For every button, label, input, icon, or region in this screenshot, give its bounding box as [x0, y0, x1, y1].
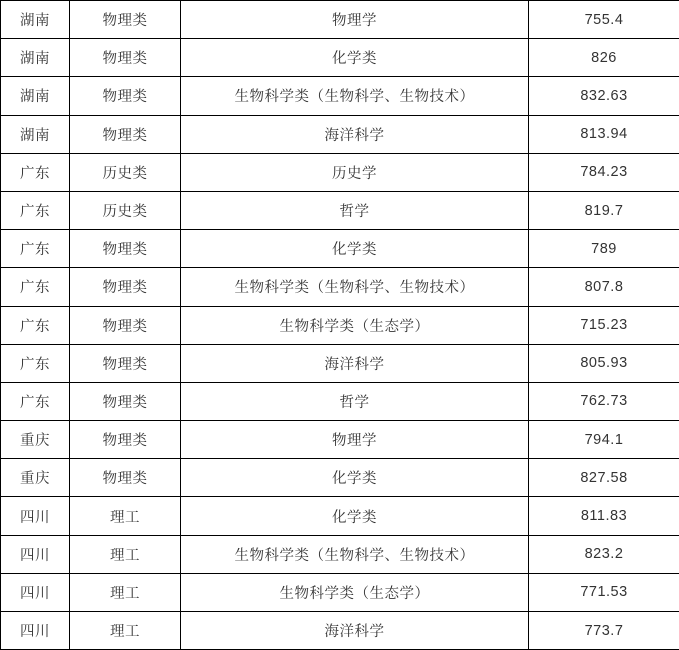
table-row [1, 459, 679, 497]
cell-category: 物理类 [70, 382, 181, 420]
cell-major: 物理学 [181, 1, 529, 39]
cell-score: 807.8 [529, 268, 679, 306]
cell-major: 哲学 [181, 382, 529, 420]
cell-province: 重庆 [1, 459, 70, 497]
cell-province: 四川 [1, 612, 70, 650]
cell-score: 762.73 [529, 382, 679, 420]
cell-major: 物理学 [181, 421, 529, 459]
cell-score: 832.63 [529, 77, 679, 115]
table-body [1, 1, 679, 650]
cell-major: 生物科学类（生物科学、生物技术） [181, 268, 529, 306]
table-row [1, 77, 679, 115]
cell-province: 湖南 [1, 39, 70, 77]
cell-category: 物理类 [70, 115, 181, 153]
cell-category: 物理类 [70, 344, 181, 382]
cell-major: 海洋科学 [181, 344, 529, 382]
cell-score: 755.4 [529, 1, 679, 39]
cell-major: 生物科学类（生态学） [181, 573, 529, 611]
cell-category: 物理类 [70, 230, 181, 268]
cell-major: 化学类 [181, 230, 529, 268]
table-row [1, 153, 679, 191]
cell-major: 化学类 [181, 497, 529, 535]
table-row [1, 306, 679, 344]
cell-category: 历史类 [70, 153, 181, 191]
cell-score: 789 [529, 230, 679, 268]
cell-category: 理工 [70, 535, 181, 573]
cell-major: 海洋科学 [181, 612, 529, 650]
cell-major: 历史学 [181, 153, 529, 191]
cell-major: 哲学 [181, 191, 529, 229]
cell-province: 四川 [1, 535, 70, 573]
table-row [1, 191, 679, 229]
cell-province: 湖南 [1, 1, 70, 39]
cell-score: 794.1 [529, 421, 679, 459]
table-row [1, 497, 679, 535]
cell-score: 823.2 [529, 535, 679, 573]
cell-province: 广东 [1, 230, 70, 268]
cell-category: 历史类 [70, 191, 181, 229]
cell-category: 物理类 [70, 77, 181, 115]
cell-province: 广东 [1, 153, 70, 191]
cell-major: 生物科学类（生态学） [181, 306, 529, 344]
cell-score: 715.23 [529, 306, 679, 344]
table-row [1, 535, 679, 573]
cell-province: 四川 [1, 573, 70, 611]
cell-province: 湖南 [1, 77, 70, 115]
table-row [1, 421, 679, 459]
cell-category: 物理类 [70, 268, 181, 306]
cell-major: 生物科学类（生物科学、生物技术） [181, 535, 529, 573]
cell-province: 广东 [1, 344, 70, 382]
table-row [1, 1, 679, 39]
cell-province: 四川 [1, 497, 70, 535]
cell-score: 773.7 [529, 612, 679, 650]
table-row [1, 230, 679, 268]
cell-province: 广东 [1, 382, 70, 420]
cell-category: 物理类 [70, 306, 181, 344]
cell-province: 湖南 [1, 115, 70, 153]
table-row [1, 39, 679, 77]
cell-score: 811.83 [529, 497, 679, 535]
cell-score: 784.23 [529, 153, 679, 191]
cell-category: 物理类 [70, 1, 181, 39]
cell-score: 826 [529, 39, 679, 77]
table-row [1, 268, 679, 306]
cell-major: 海洋科学 [181, 115, 529, 153]
cell-category: 物理类 [70, 459, 181, 497]
cell-category: 物理类 [70, 39, 181, 77]
cell-score: 813.94 [529, 115, 679, 153]
cell-major: 生物科学类（生物科学、生物技术） [181, 77, 529, 115]
table-row [1, 612, 679, 650]
cell-major: 化学类 [181, 459, 529, 497]
cell-score: 819.7 [529, 191, 679, 229]
cell-category: 理工 [70, 573, 181, 611]
cell-category: 理工 [70, 612, 181, 650]
table-row [1, 382, 679, 420]
cell-category: 物理类 [70, 421, 181, 459]
cell-province: 广东 [1, 306, 70, 344]
cell-category: 理工 [70, 497, 181, 535]
cell-major: 化学类 [181, 39, 529, 77]
cell-score: 805.93 [529, 344, 679, 382]
table-row [1, 344, 679, 382]
cell-score: 827.58 [529, 459, 679, 497]
cell-province: 广东 [1, 191, 70, 229]
cell-score: 771.53 [529, 573, 679, 611]
cell-province: 重庆 [1, 421, 70, 459]
table-row [1, 115, 679, 153]
cell-province: 广东 [1, 268, 70, 306]
table-row [1, 573, 679, 611]
